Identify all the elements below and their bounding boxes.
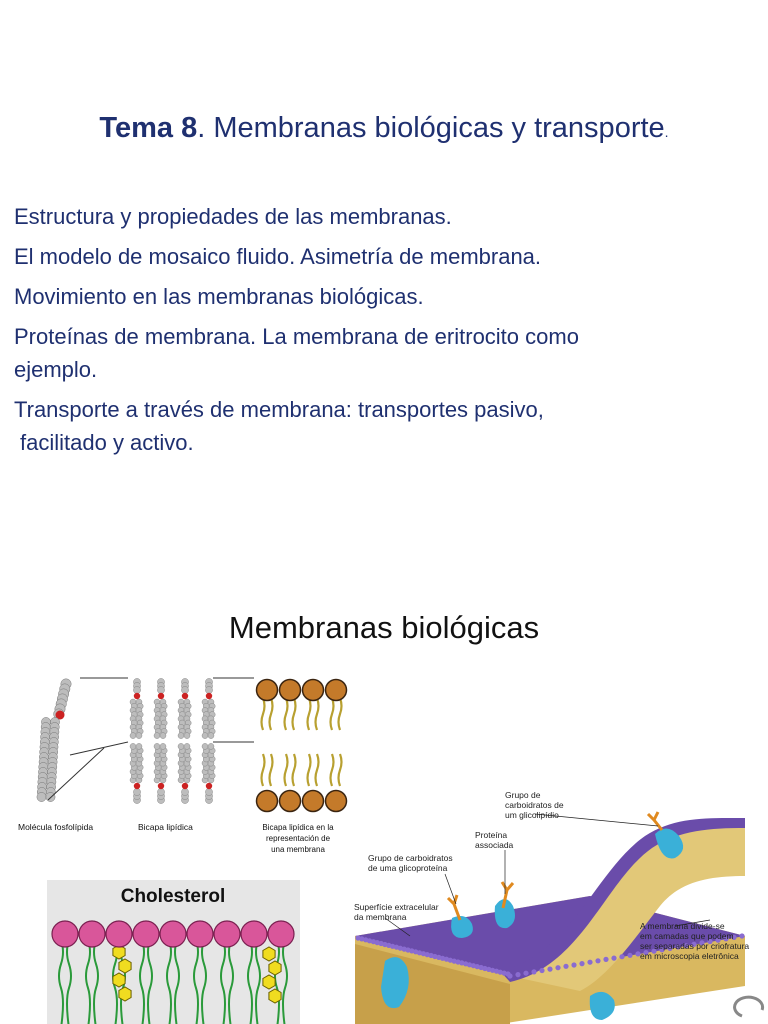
topic-line: El modelo de mosaico fluido. Asimetría de membrana. [14, 244, 542, 269]
label-surface-2: da membrana [354, 912, 407, 922]
title-end: . [664, 124, 669, 140]
topic-item [14, 393, 754, 459]
topic-line: Proteínas de membrana. La membrana de eritrocito como [14, 324, 579, 349]
topic-line-continued: facilitado y activo. [20, 430, 194, 455]
cholesterol-label: Cholesterol [120, 886, 226, 907]
topic-line: Movimiento en las membranas biológicas. [14, 284, 424, 309]
label-glycoprotein-1: Grupo de carboidratos [368, 853, 453, 863]
topic-list [14, 200, 754, 466]
label-divide-1: A membrana divide-se [640, 921, 725, 931]
label-glycolipid-3: um glicolipídio [505, 810, 559, 820]
label-glycolipid-2: carboidratos de [505, 800, 564, 810]
fluid-mosaic-figure [350, 786, 768, 1024]
topic-item [14, 200, 754, 233]
label-protein-1: Proteína [475, 830, 508, 840]
cholesterol-figure [47, 880, 300, 1024]
caption-representation-3: una membrana [271, 845, 325, 854]
label-glycolipid-1: Grupo de [505, 790, 541, 800]
caption-representation-2: representación de [265, 834, 331, 843]
caption-representation-1: Bicapa lipídica en la [262, 823, 334, 832]
topic-item [14, 240, 754, 273]
lipid-heads [52, 921, 294, 947]
label-glycoprotein-2: de uma glicoproteína [368, 863, 448, 873]
bilayer-figure [8, 670, 353, 865]
topic-item [14, 280, 754, 313]
caption-bilayer: Bicapa lipídica [138, 822, 193, 832]
title-bold: Tema 8 [99, 112, 198, 144]
topic-item [14, 320, 754, 386]
slide-title [0, 112, 768, 145]
lipid-bilayer-schematic [257, 680, 347, 812]
caption-molecule: Molécula fosfolípida [18, 822, 94, 832]
label-surface-1: Superfície extracelular [354, 902, 439, 912]
label-divide-4: em microscopia eletrônica [640, 951, 739, 961]
title-rest: . Membranas biológicas y transporte [197, 112, 665, 144]
topic-line: Transporte a través de membrana: transportes pasivo, [14, 397, 544, 422]
topic-line-continued: ejemplo. [14, 357, 98, 382]
label-divide-2: em camadas que podem [640, 931, 734, 941]
label-protein-2: associada [475, 840, 514, 850]
topic-line: Estructura y propiedades de las membranas. [14, 204, 452, 229]
lipid-bilayer-atoms [130, 678, 215, 803]
label-divide-3: ser separadas por criofratura [640, 941, 750, 951]
section-title: Membranas biológicas [228, 610, 540, 645]
